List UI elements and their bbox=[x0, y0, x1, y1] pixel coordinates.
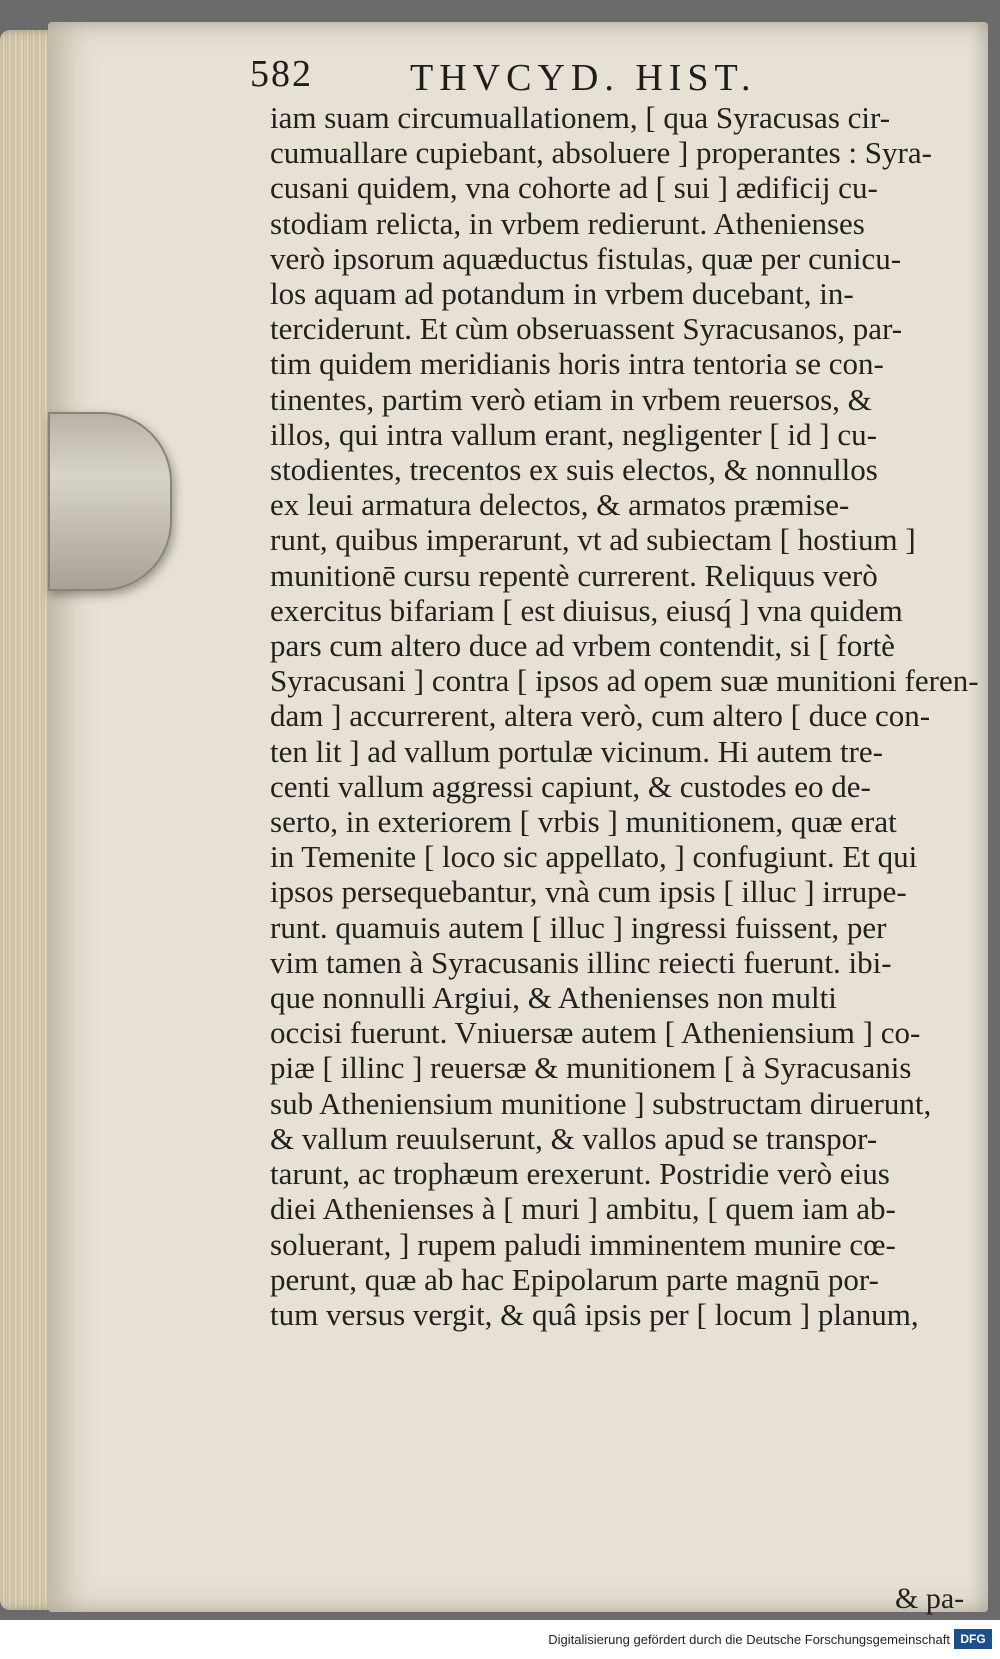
text-line: exercitus bifariam [ est diuisus, eiusq́ ] vna quidem bbox=[270, 592, 903, 628]
text-line: que nonnulli Argiui, & Athenienses non multi bbox=[270, 980, 837, 1016]
text-line: verò ipsorum aquæductus fistulas, quæ per cunicu- bbox=[270, 240, 902, 276]
text-line: perunt, quæ ab hac Epipolarum parte magnū por- bbox=[270, 1261, 879, 1297]
text-line: occisi fuerunt. Vniuersæ autem [ Atheniensium ] co- bbox=[270, 1015, 921, 1051]
text-line: centi vallum aggressi capiunt, & custodes eo de- bbox=[270, 768, 871, 804]
text-line: munitionē cursu repentè currerent. Reliquus verò bbox=[270, 557, 878, 593]
text-line: ex leui armatura delectos, & armatos præmise- bbox=[270, 487, 850, 523]
text-line: tinentes, partim verò etiam in vrbem reuersos, & bbox=[270, 381, 872, 417]
text-line: ipsos persequebantur, vnà cum ipsis [ illuc ] irrupe- bbox=[270, 874, 907, 910]
dfg-logo-icon: DFG bbox=[954, 1629, 992, 1649]
text-line: stodientes, trecentos ex suis electos, & nonnullos bbox=[270, 452, 878, 488]
page-number: 582 bbox=[250, 53, 313, 95]
text-line: pars cum altero duce ad vrbem contendit, si [ fortè bbox=[270, 628, 895, 664]
text-line: diei Athenienses à [ muri ] ambitu, [ quem iam ab- bbox=[270, 1191, 896, 1227]
text-line: & vallum reuulserunt, & vallos apud se transpor- bbox=[270, 1120, 878, 1156]
book-clamp bbox=[48, 412, 172, 591]
text-line: in Temenite [ loco sic appellato, ] confugiunt. Et qui bbox=[270, 839, 918, 875]
text-line: illos, qui intra vallum erant, negligenter [ id ] cu- bbox=[270, 416, 877, 452]
text-line: ten lit ] ad vallum portulæ vicinum. Hi autem tre- bbox=[270, 733, 883, 769]
text-line: tarunt, ac trophæum erexerunt. Postridie verò eius bbox=[270, 1156, 890, 1192]
text-line: serto, in exteriorem [ vrbis ] munitionem, quæ erat bbox=[270, 804, 897, 840]
text-line: tum versus vergit, & quâ ipsis per [ locum ] planum, bbox=[270, 1296, 919, 1332]
text-line: vim tamen à Syracusanis illinc reiecti fuerunt. ibi- bbox=[270, 944, 892, 980]
catchword: & pa- bbox=[895, 1582, 965, 1615]
text-line: tim quidem meridianis horis intra tentoria se con- bbox=[270, 346, 884, 382]
text-line: cusani quidem, vna cohorte ad [ sui ] ædificij cu- bbox=[270, 170, 878, 206]
text-line: Syracusani ] contra [ ipsos ad opem suæ munitioni feren- bbox=[270, 663, 979, 699]
text-line: runt, quibus imperarunt, vt ad subiectam [ hostium ] bbox=[270, 522, 916, 558]
text-line: terciderunt. Et cùm obseruassent Syracusanos, par- bbox=[270, 311, 903, 347]
text-line: los aquam ad potandum in vrbem ducebant, in- bbox=[270, 276, 854, 312]
text-line: sub Atheniensium munitione ] substructam diruerunt, bbox=[270, 1085, 932, 1121]
text-line: cumuallare cupiebant, absoluere ] properantes : Syra- bbox=[270, 135, 932, 171]
text-line: piæ [ illinc ] reuersæ & munitionem [ à Syracusanis bbox=[270, 1050, 912, 1086]
funding-credit: Digitalisierung gefördert durch die Deutsche Forschungsgemeinschaft bbox=[548, 1632, 950, 1647]
text-line: dam ] accurrerent, altera verò, cum altero [ duce con- bbox=[270, 698, 931, 734]
latin-text-body bbox=[270, 100, 979, 1332]
text-line: stodiam relicta, in vrbem redierunt. Athenienses bbox=[270, 205, 865, 241]
running-title: THVCYD. HIST. bbox=[410, 57, 757, 99]
digitization-footer bbox=[0, 1620, 1000, 1659]
text-line: runt. quamuis autem [ illuc ] ingressi fuissent, per bbox=[270, 909, 887, 945]
text-line: soluerant, ] rupem paludi imminentem munire cœ- bbox=[270, 1226, 896, 1262]
text-line: iam suam circumuallationem, [ qua Syracusas cir- bbox=[270, 100, 891, 135]
